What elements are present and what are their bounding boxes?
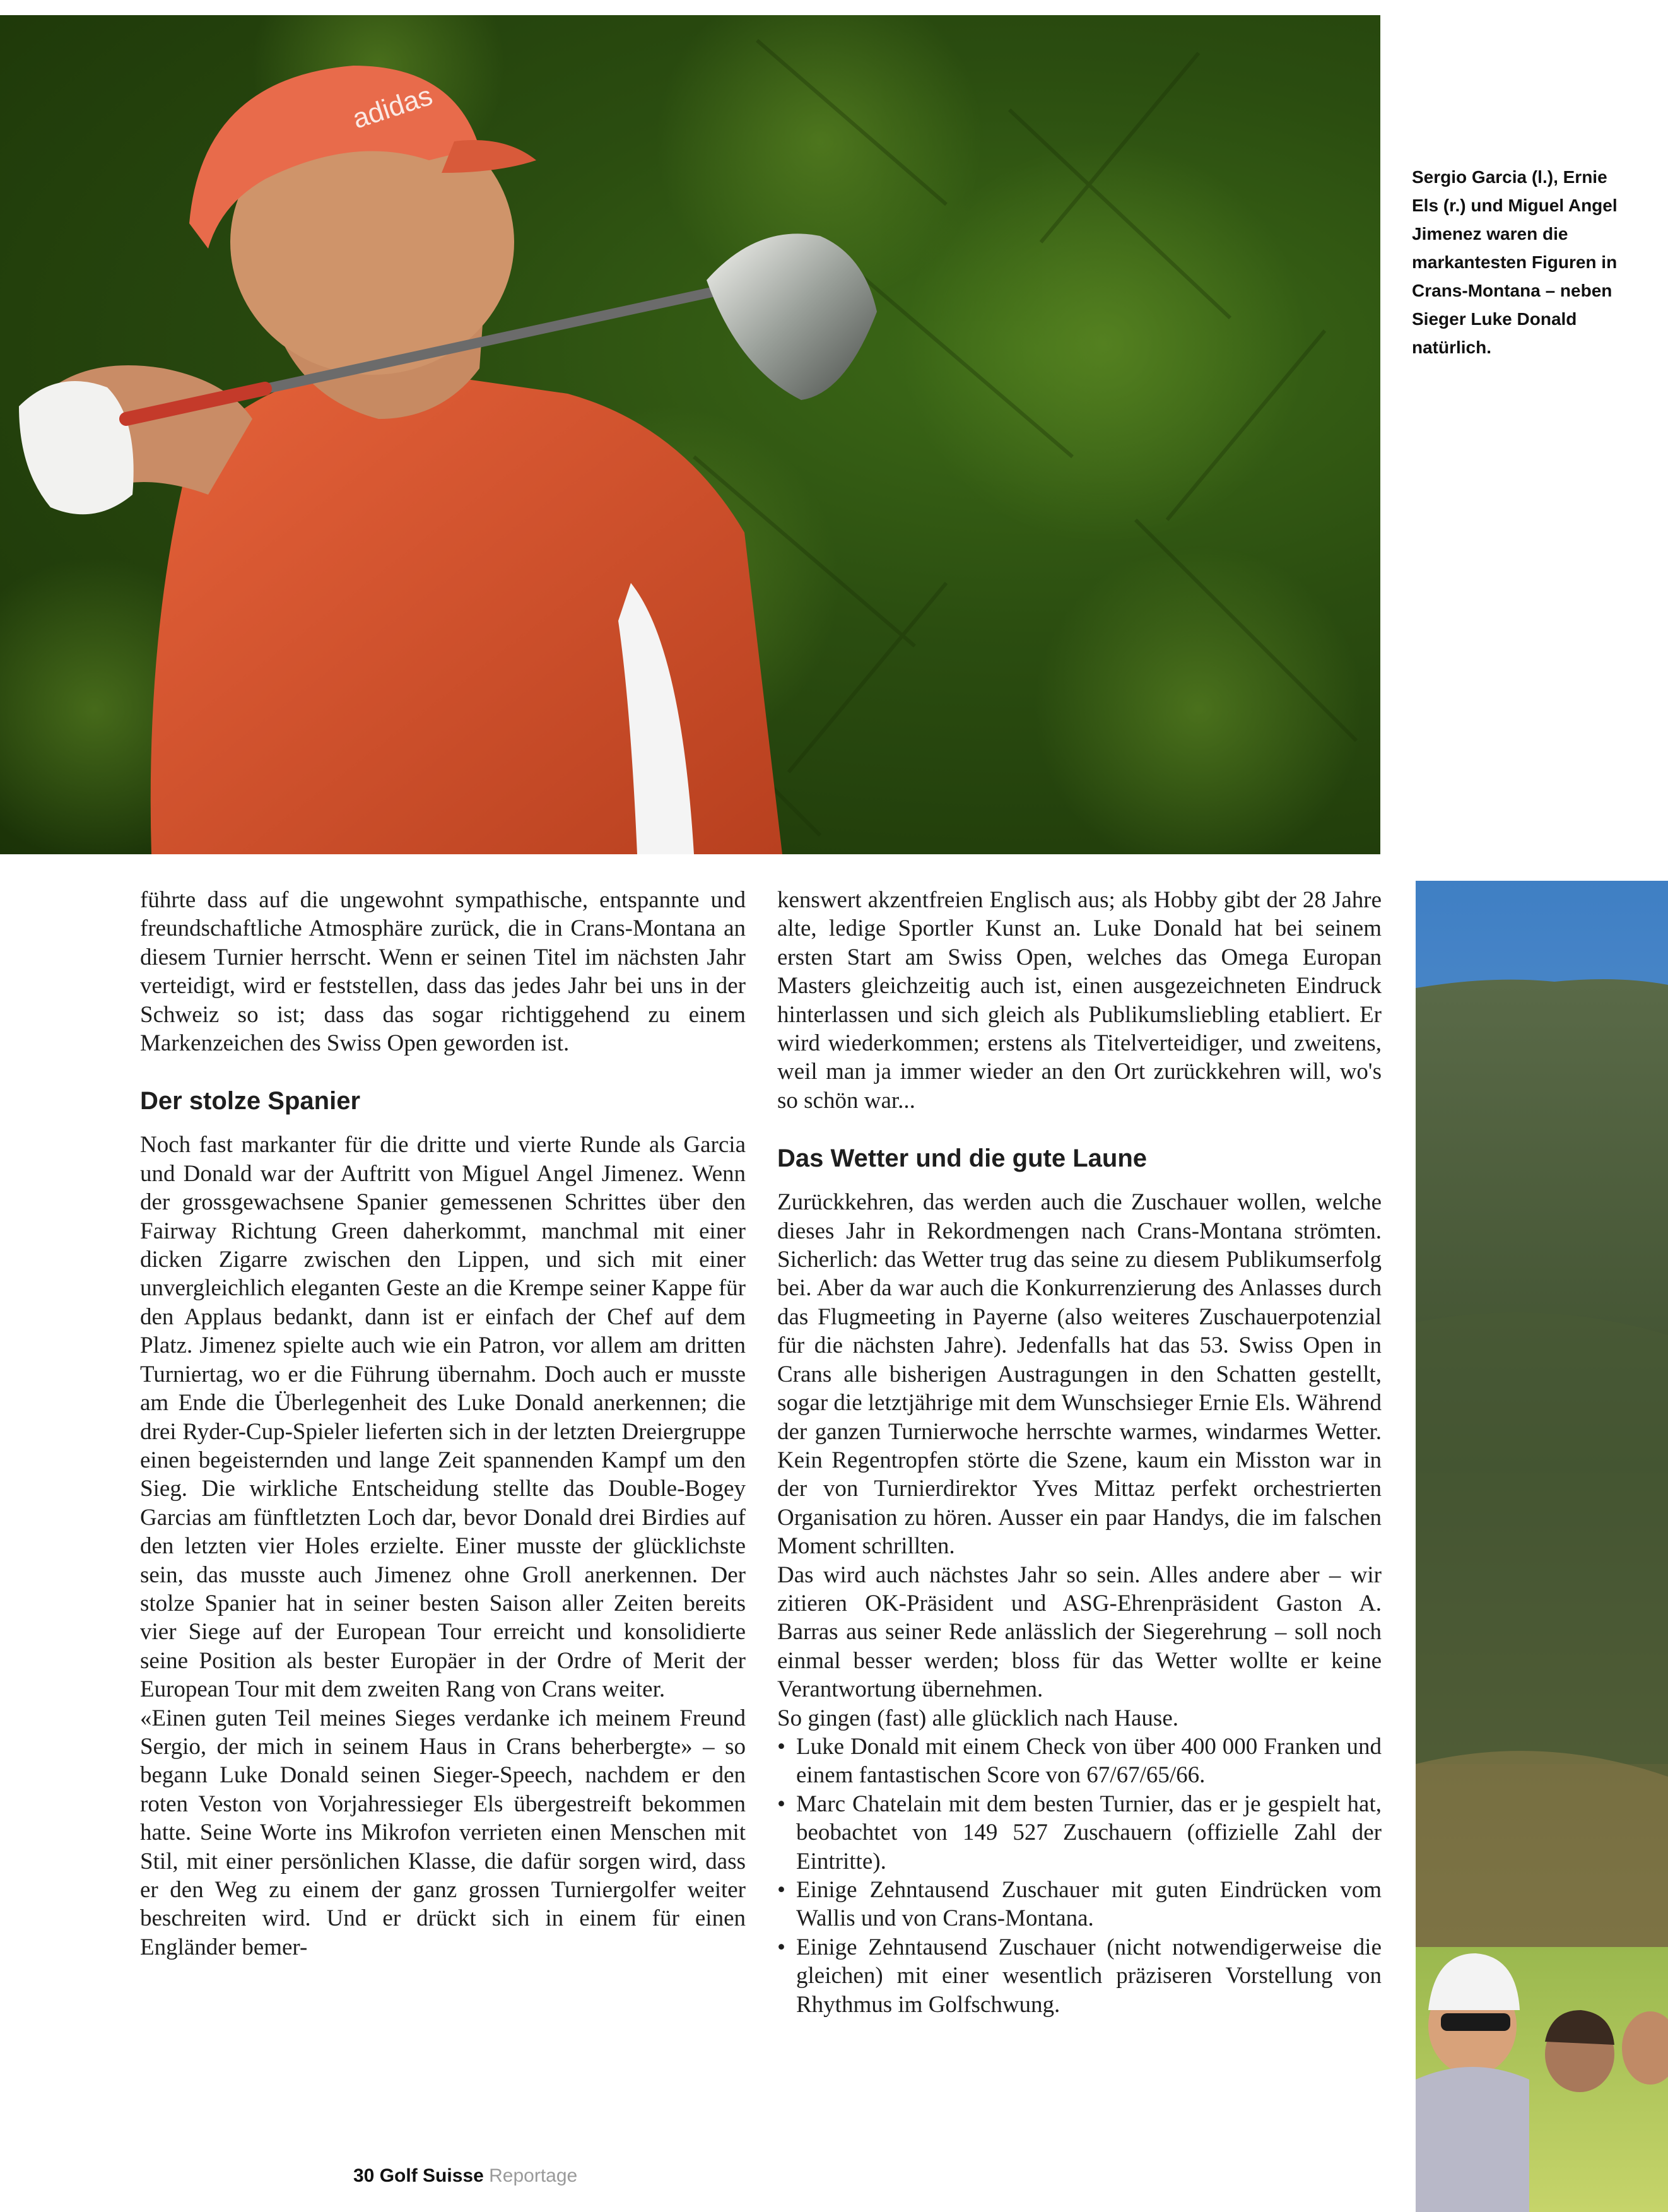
right-text-column: [777, 886, 1382, 2019]
spectators-photo: [1416, 881, 1668, 2212]
bullet-item: • Einige Zehntausend Zuschauer mit guten Eindrücken vom Wallis und von Crans-Montana.: [777, 1876, 1382, 1933]
section-heading: Das Wetter und die gute Laune: [777, 1144, 1147, 1173]
article-paragraph: führte dass auf die ungewohnt sympathische, entspannte und freundschaftliche Atmosphäre zurück, die in Crans-Montana an diesem Turnier herrscht. Wenn er seinen Titel im nächsten Jahr verteidigt, wird er feststellen, dass das jedes Jahr bei uns in der Schweiz so ist; dass das sogar richtiggehend zu einem Markenzeichen des Swiss Open geworden ist.: [140, 887, 746, 1057]
magazine-name: Golf Suisse: [379, 2165, 484, 2186]
photo-caption: Sergio Garcia (l.), Ernie Els (r.) und Miguel Angel Jimenez waren die markantesten Figuren in Crans-Montana – neben Sieger Luke Donald natürlich.: [1412, 167, 1618, 357]
article-paragraph: kenswert akzentfreien Englisch aus; als Hobby gibt der 28 Jahre alte, ledige Sportler Kunst an. Luke Donald hat bei seinem ersten Start am Swiss Open, welches das Omega Europan Masters gleichzeitig auch ist, einen ausgezeichneten Eindruck hinterlassen und sich gleich als Publikumsliebling etabliert. Er wird wiederkommen; erstens als Titelverteidiger, und zweitens, weil man ja immer wieder an den Ort zurückkehren will, wo's so schön war...: [777, 887, 1382, 1114]
left-text-column: [140, 886, 746, 1962]
bullet-item: • Einige Zehntausend Zuschauer (nicht notwendigerweise die gleichen) mit einer wesentlich präziseren Vorstellung von Rhythmus im Golfschwung.: [777, 1933, 1382, 2019]
bullet-item: • Luke Donald mit einem Check von über 400 000 Franken und einem fantastischen Score von 67/67/65/66.: [777, 1733, 1382, 1790]
cap-logo: adidas: [348, 79, 437, 135]
article-paragraph: So gingen (fast) alle glücklich nach Hause.: [777, 1705, 1178, 1731]
golfer-photo: [0, 15, 1380, 854]
page-footer: [353, 2165, 577, 2187]
article-paragraph: «Einen guten Teil meines Sieges verdanke ich meinem Freund Sergio, der mich in seinem Haus in Crans beherbergte» – so begann Luke Donald seinen Sieger-Speech, nachdem er den roten Veston von Vorjahressieger Els übergestreift bekommen hatte. Seine Worte ins Mikrofon verrieten einen Menschen mit Stil, mit einer persönlichen Klasse, die dafür sorgen wird, dass er den Weg zu einem der ganz grossen Turniergolfer weiter beschreiten wird. Und er drückt sich in einem für einen Engländer bemer-: [140, 1705, 746, 1960]
bullet-item: • Marc Chatelain mit dem besten Turnier, das er je gespielt hat, beobachtet von 149 527 Zuschauern (offizielle Zahl der Eintritte).: [777, 1790, 1382, 1876]
section-heading: Der stolze Spanier: [140, 1087, 361, 1115]
article-paragraph: Das wird auch nächstes Jahr so sein. Alles andere aber – wir zitieren OK-Präsident und ASG-Ehrenpräsident Gaston A. Barras aus seiner Rede anlässlich der Siegerehrung – soll noch einmal besser werden; bloss für das Wetter wollte er keine Verantwortung übernehmen.: [777, 1562, 1382, 1703]
bullet-list: [777, 1733, 1382, 2019]
section-name: Reportage: [489, 2165, 578, 2186]
article-paragraph: Zurückkehren, das werden auch die Zuschauer wollen, welche dieses Jahr in Rekordmengen nach Crans-Montana strömten. Sicherlich: das Wetter trug das seine zu diesem Publikumserfolg bei. Aber da war auch die Konkurrenzierung des Anlasses durch das Flugmeeting in Payerne (also weiteres Zuschauerpotenzial für die nächsten Jahre). Jedenfalls hat das 53. Swiss Open in Crans alle bisherigen Austragungen in den Schatten gestellt, sogar die letztjährige mit dem Wunschsieger Ernie Els. Während der ganzen Turnierwoche herrschte warmes, windarmes Wetter. Kein Regentropfen störte die Szene, kaum ein Misston war in der von Turnierdirektor Yves Mittaz perfekt orchestrierten Organisation zu hören. Ausser ein paar Handys, die im falschen Moment schrillten.: [777, 1189, 1382, 1560]
article-paragraph: Noch fast markanter für die dritte und vierte Runde als Garcia und Donald war der Auftritt von Miguel Angel Jimenez. Wenn der grossgewachsene Spanier gemessenen Schrittes über den Fairway Richtung Green daherkommt, manchmal mit einer dicken Zigarre zwischen den Lippen, und sich mit einer unvergleichlich eleganten Geste an die Krempe seiner Kappe für den Applaus bedankt, dann ist er einfach der Chef auf dem Platz. Jimenez spielte auch wie ein Patron, vor allem am dritten Turniertag, wo er die Führung übernahm. Doch auch er musste am Ende die Überlegenheit des Luke Donald anerkennen; die drei Ryder-Cup-Spieler lieferten sich in der letzten Dreiergruppe einen begeisternden und lange Zeit spannenden Kampf um den Sieg. Die wirkliche Entscheidung stellte das Double-Bogey Garcias am fünftletzten Loch dar, bevor Donald drei Birdies auf den letzten vier Holes erzielte. Einer musste der glücklichste sein, das musste auch Jimenez ohne Groll anerkennen. Der stolze Spanier hat in seiner besten Saison aller Zeiten bereits vier Siege auf der European Tour erreicht und konsolidierte seine Position als bester Europäer in der Ordre of Merit der European Tour mit dem zweiten Rang von Crans weiter.: [140, 1132, 746, 1703]
page-number: 30: [353, 2165, 375, 2186]
